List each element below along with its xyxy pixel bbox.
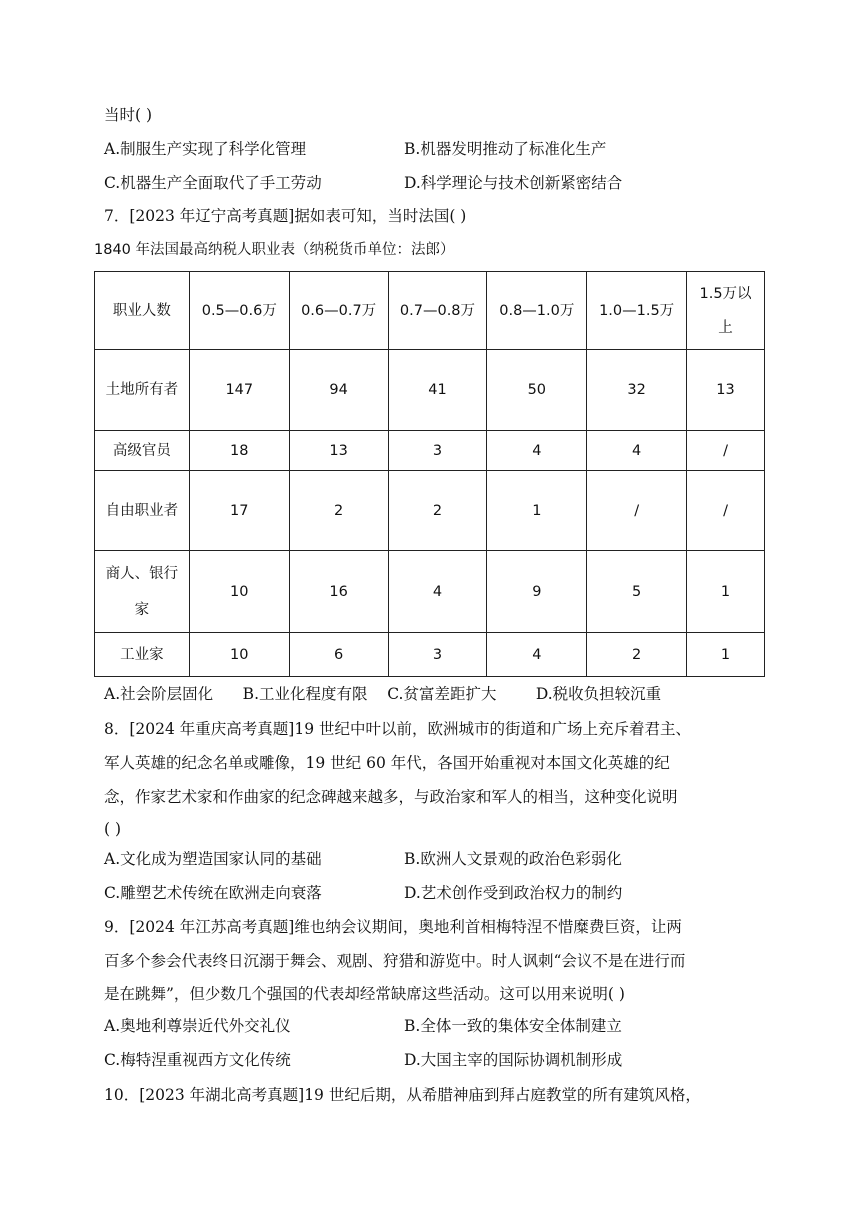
- table-column-header: 0.8—1.0万: [487, 272, 587, 350]
- q9-option-b: B.全体一致的集体安全体制建立: [404, 1017, 622, 1035]
- table-cell: 4: [487, 633, 587, 677]
- q9-stem-line-2: 百多个参会代表终日沉溺于舞会、观剧、狩猎和游览中。时人讽刺“会议不是在进行而: [104, 952, 686, 970]
- table-row: [95, 551, 765, 633]
- table-cell: 4: [487, 431, 587, 471]
- q6-option-b: B.机器发明推动了标准化生产: [404, 140, 607, 158]
- table-cell: 10: [189, 633, 289, 677]
- table-row-label: 商人、银行家: [95, 551, 190, 633]
- table-cell: 32: [587, 350, 687, 431]
- q9-stem-line-3: 是在跳舞”，但少数几个强国的代表却经常缺席这些活动。这可以用来说明( ): [104, 985, 625, 1003]
- table-cell: /: [587, 471, 687, 551]
- q10-stem-line-1: 10．[2023 年湖北高考真题]19 世纪后期，从希腊神庙到拜占庭教堂的所有建筑风格，: [104, 1086, 701, 1104]
- q7-stem: 7．[2023 年辽宁高考真题]据如表可知，当时法国( ): [104, 207, 467, 225]
- table-cell: 6: [289, 633, 388, 677]
- table-cell: 17: [189, 471, 289, 551]
- table-cell: 50: [487, 350, 587, 431]
- table-cell: /: [687, 431, 765, 471]
- table-cell: 147: [189, 350, 289, 431]
- table-cell: 13: [687, 350, 765, 431]
- q9-stem-line-1: 9．[2024 年江苏高考真题]维也纳会议期间，奥地利首相梅特涅不惜糜费巨资，让两: [104, 918, 682, 936]
- q6-option-c: C.机器生产全面取代了手工劳动: [104, 174, 322, 192]
- table-row-label: 自由职业者: [95, 471, 190, 551]
- table-row: [95, 471, 765, 551]
- q8-stem-line-3: 念，作家艺术家和作曲家的纪念碑越来越多，与政治家和军人的相当，这种变化说明: [104, 788, 678, 806]
- q7-options: A.社会阶层固化 B.工业化程度有限 C.贫富差距扩大 D.税收负担较沉重: [104, 685, 662, 703]
- table-header-row: [95, 272, 765, 350]
- table-row-label: 工业家: [95, 633, 190, 677]
- q6-option-d: D.科学理论与技术创新紧密结合: [404, 174, 623, 192]
- table-cell: 2: [289, 471, 388, 551]
- table-cell: 94: [289, 350, 388, 431]
- table-column-header: 0.7—0.8万: [388, 272, 487, 350]
- table-cell: 3: [388, 633, 487, 677]
- q7-tax-table: [94, 271, 765, 677]
- table-cell: 3: [388, 431, 487, 471]
- table-column-header: 0.6—0.7万: [289, 272, 388, 350]
- q6-stem-tail: 当时( ): [104, 106, 153, 124]
- q7-table-caption: 1840 年法国最高纳税人职业表（纳税货币单位：法郎）: [94, 242, 455, 258]
- table-row-label: 高级官员: [95, 431, 190, 471]
- q8-option-d: D.艺术创作受到政治权力的制约: [404, 884, 623, 902]
- q8-option-a: A.文化成为塑造国家认同的基础: [104, 850, 322, 868]
- table-cell: 1: [687, 551, 765, 633]
- table-row: [95, 350, 765, 431]
- table-corner-header: 职业人数: [95, 272, 190, 350]
- table-column-header: 1.5万以上: [687, 272, 765, 350]
- q9-option-a: A.奥地利尊崇近代外交礼仪: [104, 1017, 291, 1035]
- table-cell: 13: [289, 431, 388, 471]
- table-column-header: 1.0—1.5万: [587, 272, 687, 350]
- table-cell: 4: [587, 431, 687, 471]
- table-cell: 41: [388, 350, 487, 431]
- table-cell: 10: [189, 551, 289, 633]
- q8-stem-line-1: 8．[2024 年重庆高考真题]19 世纪中叶以前，欧洲城市的街道和广场上充斥着君主、: [104, 720, 691, 738]
- q6-option-a: A.制服生产实现了科学化管理: [104, 140, 307, 158]
- table-cell: 9: [487, 551, 587, 633]
- table-column-header: 0.5—0.6万: [189, 272, 289, 350]
- table-cell: 5: [587, 551, 687, 633]
- q8-stem-line-2: 军人英雄的纪念名单或雕像，19 世纪 60 年代，各国开始重视对本国文化英雄的纪: [104, 754, 670, 772]
- table-cell: /: [687, 471, 765, 551]
- table-row-label: 土地所有者: [95, 350, 190, 431]
- q8-option-b: B.欧洲人文景观的政治色彩弱化: [404, 850, 622, 868]
- table-cell: 18: [189, 431, 289, 471]
- table-cell: 2: [587, 633, 687, 677]
- q8-option-c: C.雕塑艺术传统在欧洲走向衰落: [104, 884, 322, 902]
- table-row: [95, 633, 765, 677]
- table-cell: 1: [687, 633, 765, 677]
- table-cell: 16: [289, 551, 388, 633]
- table-row: [95, 431, 765, 471]
- table-cell: 1: [487, 471, 587, 551]
- q9-option-c: C.梅特涅重视西方文化传统: [104, 1051, 291, 1069]
- table-cell: 4: [388, 551, 487, 633]
- q9-option-d: D.大国主宰的国际协调机制形成: [404, 1051, 623, 1069]
- q8-stem-line-4: ( ): [104, 820, 122, 838]
- table-cell: 2: [388, 471, 487, 551]
